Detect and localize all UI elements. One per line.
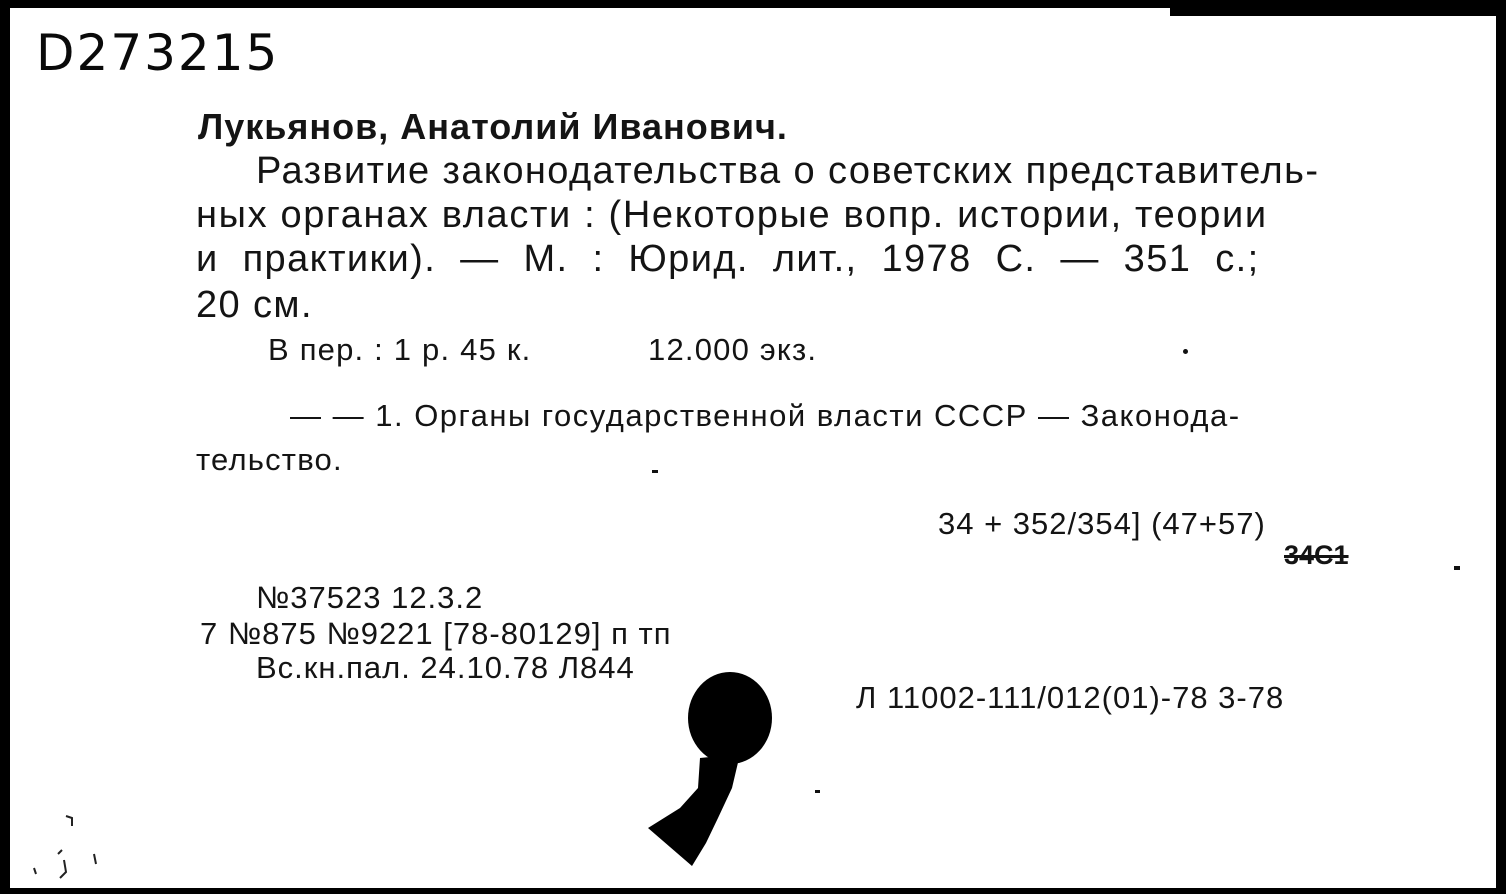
print-run: 12.000 экз. [648,332,818,367]
punch-hole-icon [640,668,780,868]
catalog-code: Л 11002-111/012(01)-78 3-78 [856,680,1285,715]
speck [652,470,658,473]
classification-index: 34 + 352/354] (47+57) [938,506,1266,541]
scan-border-left [0,0,10,894]
scan-border-right [1496,0,1506,894]
inventory-number: D273215 [36,24,280,82]
title-line-3: и практики). — М. : Юрид. лит., 1978 С. — 351 с.; [196,238,1260,280]
price: В пер. : 1 р. 45 к. [268,332,532,367]
scan-border-bottom [0,888,1506,894]
record-line-1: №37523 12.3.2 [256,580,484,615]
speck [815,790,820,793]
subject-line-1: — — 1. Органы государственной власти СССР — Законода- [290,398,1241,433]
speck [1183,349,1188,354]
subject-line-2: тельство. [196,442,343,477]
record-line-3: Вс.кн.пал. 24.10.78 Л844 [256,650,635,685]
title-line-4: 20 см. [196,284,313,326]
scan-noise-icon [20,800,110,880]
speck [1454,566,1460,570]
title-line-1: Развитие законодательства о советских представитель- [256,150,1320,192]
author-heading: Лукьянов, Анатолий Иванович. [198,106,788,147]
scan-border-top-right [1170,0,1506,16]
struck-code: 34С1 [1284,540,1349,570]
record-line-2: 7 №875 №9221 [78-80129] п тп [200,616,672,651]
title-line-2: ных органах власти : (Некоторые вопр. истории, теории [196,194,1268,236]
